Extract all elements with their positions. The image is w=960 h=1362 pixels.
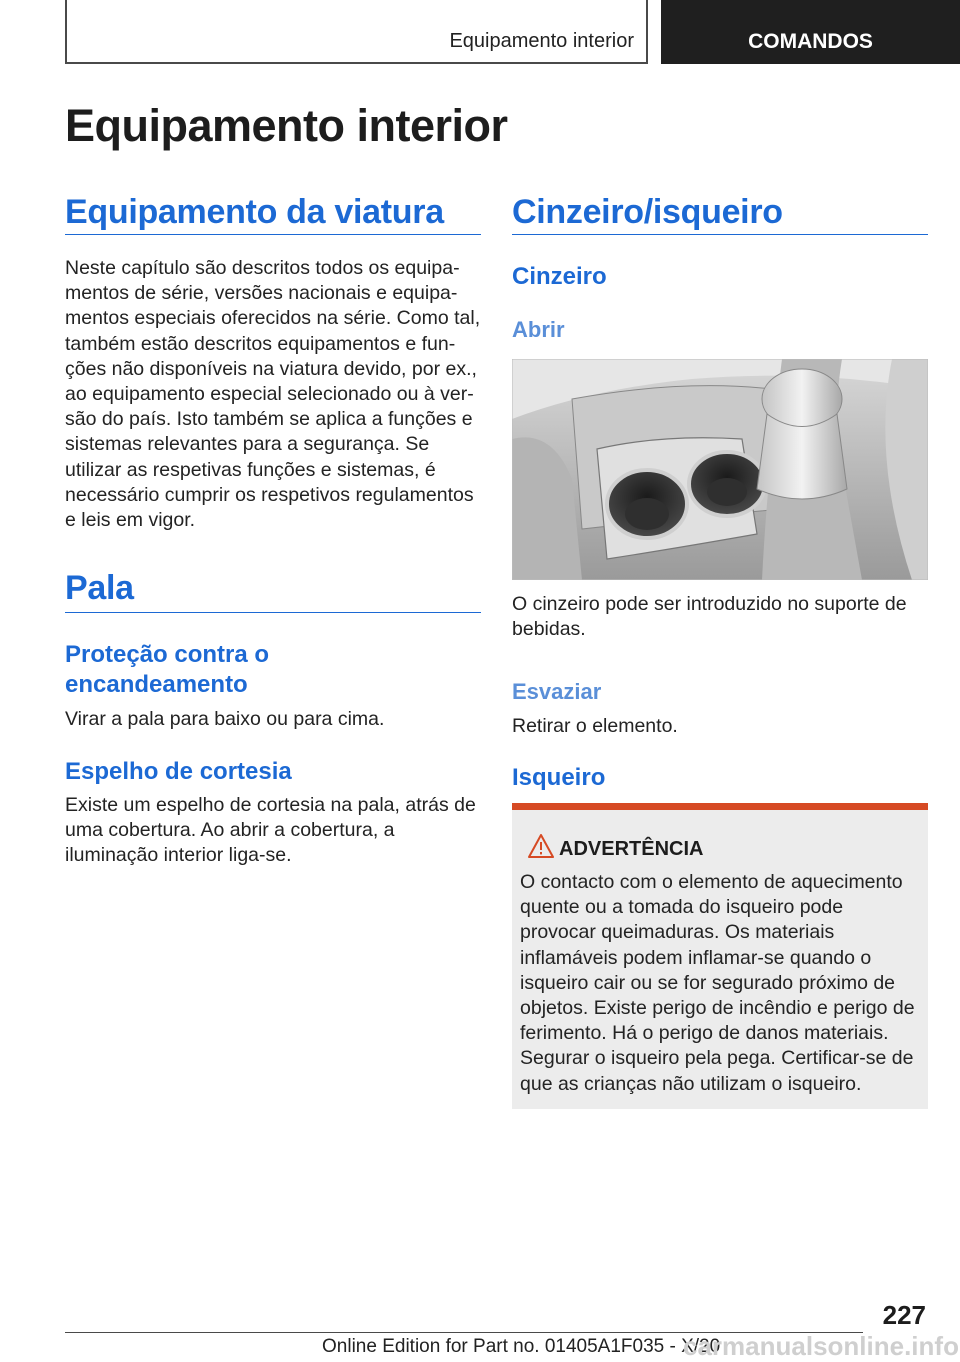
warning-box [512, 803, 928, 1109]
warning-text: O contacto com o elemento de aquecimento quente ou a tomada do isqueiro pode provocar queimaduras. Os materiais inflamáveis podem inflamar-se quando o isqueiro cair ou se for segurado próximo de objetos. Existe perigo de incêndio e perigo de ferimento. Há o perigo de danos materiais. Segurar o isqueiro pela pega. Certificar-se de que as crianças não utilizam o isqueiro. [520, 871, 915, 1095]
heading-abrir: Abrir [512, 317, 565, 342]
footer-watermark: carmanualsonline.info [683, 1331, 959, 1361]
heading-rule [65, 234, 481, 235]
heading-esvaziar: Esvaziar [512, 679, 602, 704]
warning-triangle-icon [528, 834, 554, 858]
heading-isqueiro: Isqueiro [512, 764, 606, 791]
footer-edition: Online Edition for Part no. 01405A1F035 - X/20 [322, 1336, 721, 1357]
paragraph-protecao: Virar a pala para baixo ou para cima. [65, 708, 385, 730]
paragraph-abrir: O cinzeiro pode ser introduzido no suporte de bebidas. [512, 593, 907, 641]
paragraph-espelho: Existe um espelho de cortesia na pala, atrás de uma cobertura. Ao abrir a cobertura, a iluminação interior liga-se. [65, 794, 476, 867]
page-title: Equipamento interior [65, 100, 508, 151]
header-section-box [65, 0, 648, 64]
heading-rule [65, 612, 481, 613]
heading-equipamento-viatura: Equipamento da viatura [65, 193, 444, 231]
paragraph-esvaziar: Retirar o elemento. [512, 715, 678, 737]
header-section-title: Equipamento interior [449, 30, 634, 52]
heading-espelho-cortesia: Espelho de cortesia [65, 758, 292, 785]
heading-pala: Pala [65, 569, 134, 607]
heading-cinzeiro: Cinzeiro [512, 263, 607, 290]
header-chapter-tab [661, 0, 960, 64]
heading-protecao-encandeamento: Proteção contra o encandeamento [65, 641, 270, 698]
heading-rule [512, 234, 928, 235]
paragraph-equipamento-viatura: Neste capítulo são descritos todos os equipamentos de série, versões nacionais e equipamentos especiais oferecidos na série. Como tal, também estão descritos equipamentos e funções não disponíveis na viatura devido, por ex., ao equipamento especial selecionado ou à versão do país. Isto também se aplica a funções e sistemas relevantes para a segurança. Se utilizar as respetivas funções e sistemas, é necessário cumprir os respetivos regulamentos e leis em vigor. [65, 257, 481, 532]
warning-title: ADVERTÊNCIA [559, 838, 704, 860]
header-chapter-label: COMANDOS [748, 30, 873, 53]
page-number: 227 [882, 1300, 926, 1330]
ashtray-cupholder-photo [512, 359, 928, 580]
heading-cinzeiro-isqueiro: Cinzeiro/isqueiro [512, 193, 783, 231]
